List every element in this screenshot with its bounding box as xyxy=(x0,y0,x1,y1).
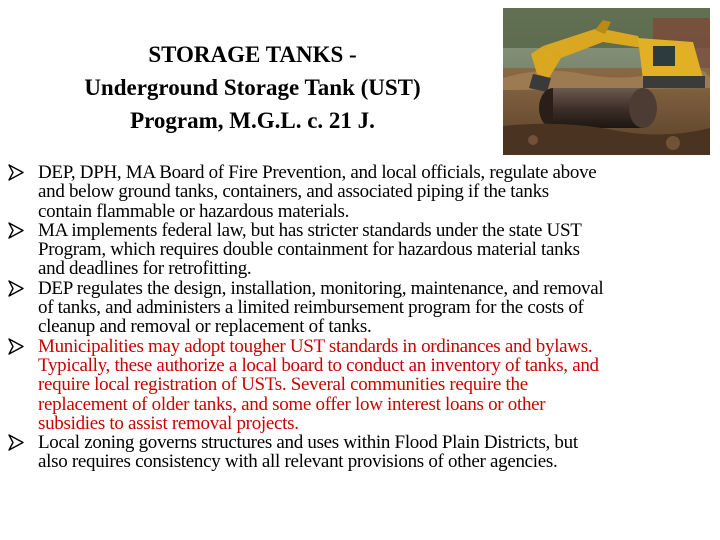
bullet-line: Typically, these authorize a local board to conduct an inventory of tanks, and xyxy=(38,354,599,376)
bullet-list xyxy=(8,163,720,472)
bullet-item xyxy=(8,221,720,279)
bullet-item xyxy=(8,337,720,433)
bullet-line: of tanks, and administers a limited reimbursement program for the costs of xyxy=(38,297,584,319)
arrow-bullet-icon xyxy=(8,338,24,355)
arrow-bullet-icon xyxy=(8,280,24,297)
excavator-tank-photo xyxy=(503,8,710,155)
bullet-item xyxy=(8,279,720,337)
arrow-bullet-icon xyxy=(8,434,24,451)
bullet-line: contain flammable or hazardous materials. xyxy=(38,200,350,222)
bullet-line: MA implements federal law, but has stricter standards under the state UST xyxy=(38,219,582,241)
slide-title xyxy=(20,38,485,137)
bullet-line: and below ground tanks, containers, and associated piping if the tanks xyxy=(38,181,549,203)
bullet-line: Program, which requires double containment for hazardous material tanks xyxy=(38,239,580,261)
title-line: Underground Storage Tank (UST) xyxy=(84,75,421,100)
arrow-bullet-icon xyxy=(8,222,24,239)
bullet-line: require local registration of USTs. Several communities require the xyxy=(38,374,528,396)
bullet-line: Municipalities may adopt tougher UST standards in ordinances and bylaws. xyxy=(38,335,593,357)
bullet-line: and deadlines for retrofitting. xyxy=(38,258,252,280)
bullet-line: Local zoning governs structures and uses within Flood Plain Districts, but xyxy=(38,432,578,454)
bullet-item xyxy=(8,433,720,472)
bullet-line: DEP regulates the design, installation, monitoring, maintenance, and removal xyxy=(38,277,604,299)
bullet-line: also requires consistency with all relevant provisions of other agencies. xyxy=(38,451,558,473)
arrow-bullet-icon xyxy=(8,164,24,181)
title-line: STORAGE TANKS - xyxy=(148,42,357,67)
bullet-line: DEP, DPH, MA Board of Fire Prevention, and local officials, regulate above xyxy=(38,162,597,183)
bullet-line: cleanup and removal or replacement of tanks. xyxy=(38,316,372,338)
title-line: Program, M.G.L. c. 21 J. xyxy=(130,108,375,133)
bullet-line: replacement of older tanks, and some offer low interest loans or other xyxy=(38,393,546,415)
bullet-line: subsidies to assist removal projects. xyxy=(38,412,299,434)
bullet-item xyxy=(8,163,720,221)
